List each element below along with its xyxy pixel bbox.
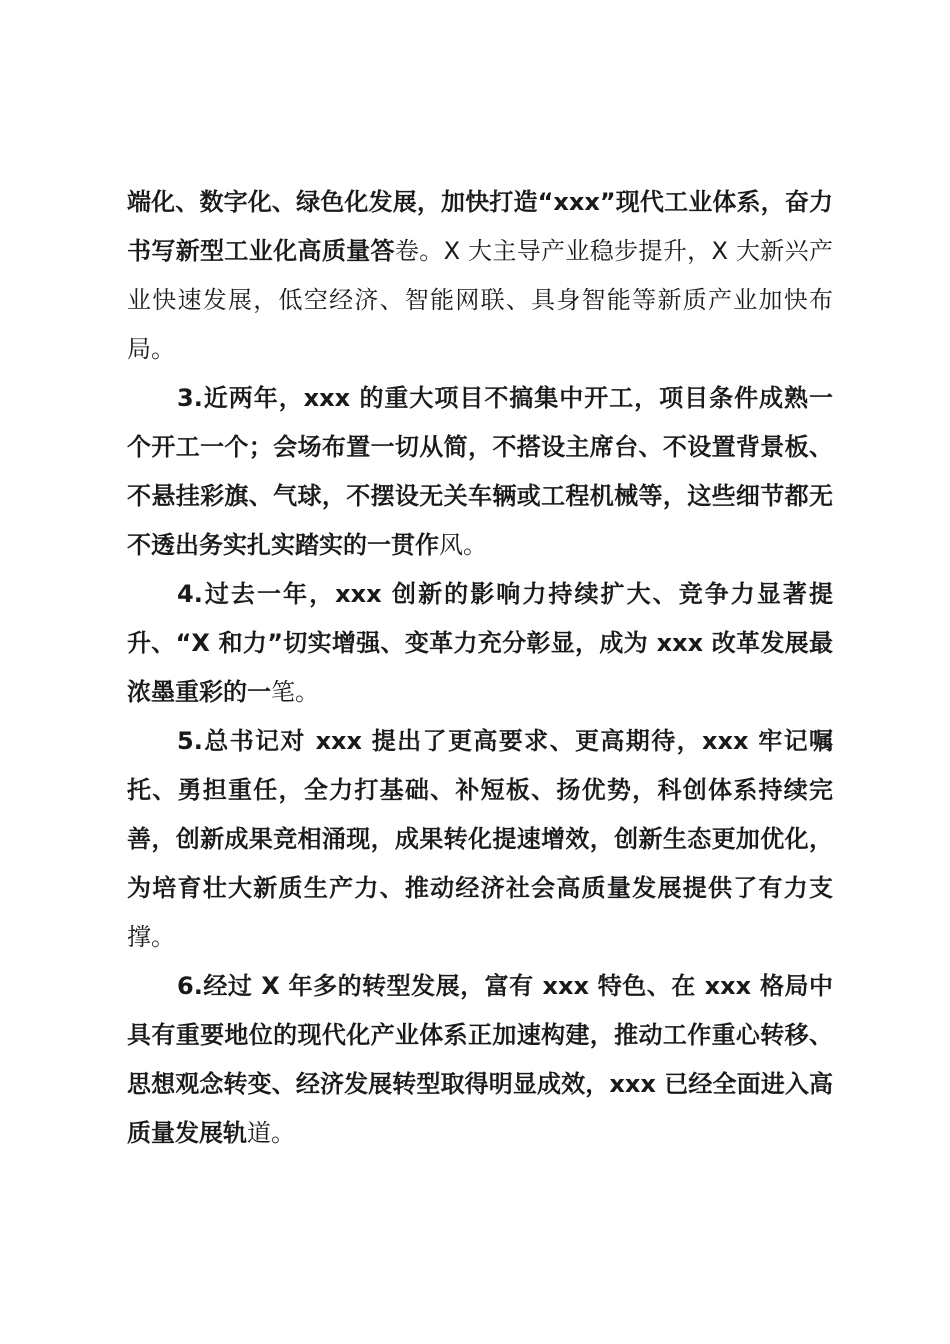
paragraph-item-3	[127, 374, 833, 570]
paragraph-item-6	[127, 962, 833, 1158]
paragraph-normal-text: 卷。X 大主导产业稳步提升，X 大新兴产业快速发展，低空经济、智能网联、具身智能等新质产业加快布局。	[127, 237, 834, 363]
paragraph-bold-text: 3.近两年，xxx 的重大项目不搞集中开工，项目条件成熟一个开工一个；会场布置一切从简，不搭设主席台、不设置背景板、不悬挂彩旗、气球，不摆设无关车辆或工程机械等，这些细节都无不透出务实扎实踏实的一贯作	[127, 384, 833, 559]
paragraph-bold-text: 4.过去一年，xxx 创新的影响力持续扩大、竞争力显著提升、“X 和力”切实增强、变革力充分彰显，成为 xxx 改革发展最浓墨重彩的一	[127, 580, 833, 706]
paragraph-bold-text: 6.经过 X 年多的转型发展，富有 xxx 特色、在 xxx 格局中具有重要地位的现代化产业体系正加速构建，推动工作重心转移、思想观念转变、经济发展转型取得明显成效，xxx 已经全面进入高质量发展轨	[127, 972, 833, 1147]
paragraph-normal-text: 笔。	[271, 678, 319, 706]
paragraph-normal-text: 撑。	[127, 923, 175, 951]
paragraph-bold-text: 5.总书记对 xxx 提出了更高要求、更高期待，xxx 牢记嘱托、勇担重任，全力打基础、补短板、扬优势，科创体系持续完善，创新成果竞相涌现，成果转化提速增效，创新生态更加优化，为培育壮大新质生产力、推动经济社会高质量发展提供了有力支	[127, 727, 833, 902]
paragraph-normal-text: 风。	[439, 531, 487, 559]
document-body	[127, 178, 833, 1158]
paragraph-continuation	[127, 178, 833, 374]
paragraph-item-5	[127, 717, 833, 962]
paragraph-bold-text: 端化、数字化、绿色化发展，加快打造“xxx”现代工业体系，奋力书写新型工业化高质量答	[127, 188, 833, 265]
paragraph-item-4	[127, 570, 833, 717]
paragraph-normal-text: 道。	[247, 1119, 295, 1147]
